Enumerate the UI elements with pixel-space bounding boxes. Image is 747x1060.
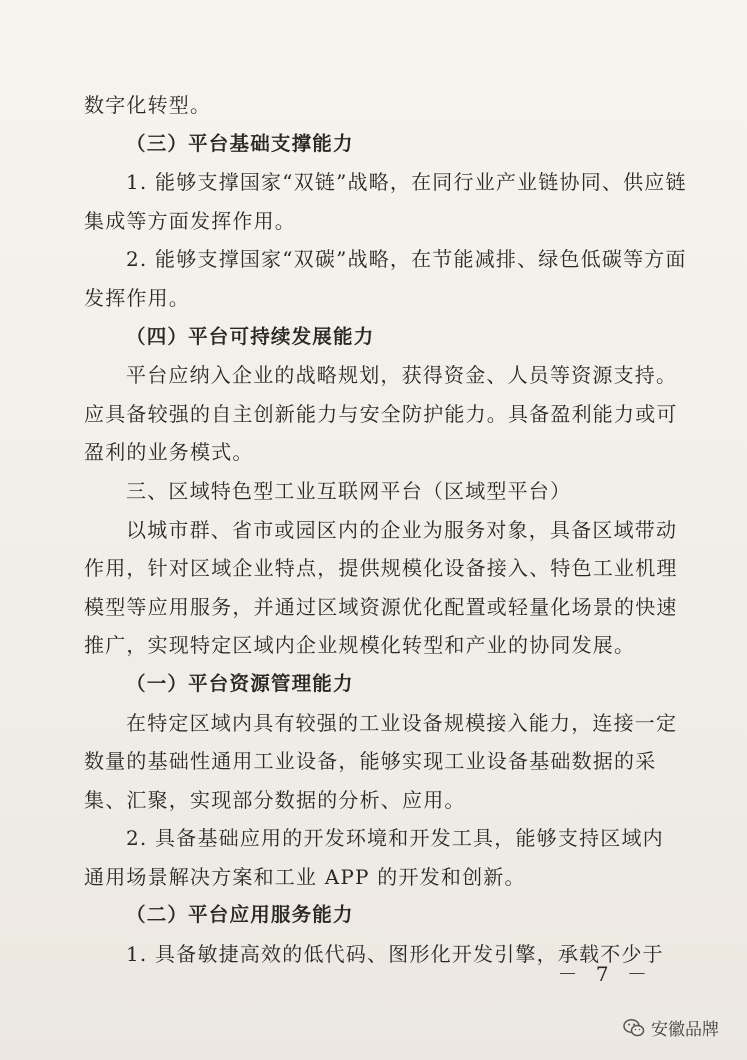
text-line: 作用，针对区域企业特点，提供规模化设备接入、特色工业机理 bbox=[84, 556, 678, 581]
text-line: 推广，实现特定区域内企业规模化转型和产业的协同发展。 bbox=[84, 633, 636, 658]
page-number: － 7 － bbox=[557, 962, 653, 986]
text-line: 1. 能够支撑国家“双链”战略，在同行业产业链协同、供应链 bbox=[126, 170, 687, 195]
subsection-heading: （一）平台资源管理能力 bbox=[126, 671, 354, 695]
watermark bbox=[623, 1015, 719, 1040]
subsection-heading: （二）平台应用服务能力 bbox=[126, 903, 354, 927]
text-line: 盈利的业务模式。 bbox=[84, 440, 254, 465]
document-body bbox=[84, 86, 687, 974]
text-line: 通用场景解决方案和工业 APP 的开发和创新。 bbox=[84, 864, 526, 889]
text-line: 2. 具备基础应用的开发环境和开发工具，能够支持区域内 bbox=[126, 826, 664, 851]
text-line: 应具备较强的自主创新能力与安全防护能力。具备盈利能力或可 bbox=[84, 401, 678, 426]
subsection-heading: （三）平台基础支撑能力 bbox=[126, 131, 354, 155]
text-line: 以城市群、省市或园区内的企业为服务对象，具备区域带动 bbox=[126, 517, 678, 542]
text-line: 平台应纳入企业的战略规划，获得资金、人员等资源支持。 bbox=[126, 363, 678, 388]
text-line: 集、汇聚，实现部分数据的分析、应用。 bbox=[84, 787, 466, 812]
section-heading: 三、区域特色型工业互联网平台（区域型平台） bbox=[126, 478, 572, 503]
text-line: 集成等方面发挥作用。 bbox=[84, 208, 296, 233]
watermark-label: 安徽品牌 bbox=[651, 1020, 719, 1040]
text-line: 在特定区域内具有较强的工业设备规模接入能力，连接一定 bbox=[126, 710, 678, 735]
text-line: 数量的基础性通用工业设备，能够实现工业设备基础数据的采 bbox=[84, 749, 657, 774]
subsection-heading: （四）平台可持续发展能力 bbox=[126, 324, 375, 348]
text-line: 模型等应用服务，并通过区域资源优化配置或轻量化场景的快速 bbox=[84, 594, 678, 619]
text-line: 1. 具备敏捷高效的低代码、图形化开发引擎，承载不少于 bbox=[126, 942, 664, 967]
wechat-icon bbox=[623, 1018, 645, 1038]
text-line: 数字化转型。 bbox=[84, 93, 212, 117]
text-line: 发挥作用。 bbox=[84, 285, 190, 310]
text-line: 2. 能够支撑国家“双碳”战略，在节能减排、绿色低碳等方面 bbox=[126, 247, 687, 272]
